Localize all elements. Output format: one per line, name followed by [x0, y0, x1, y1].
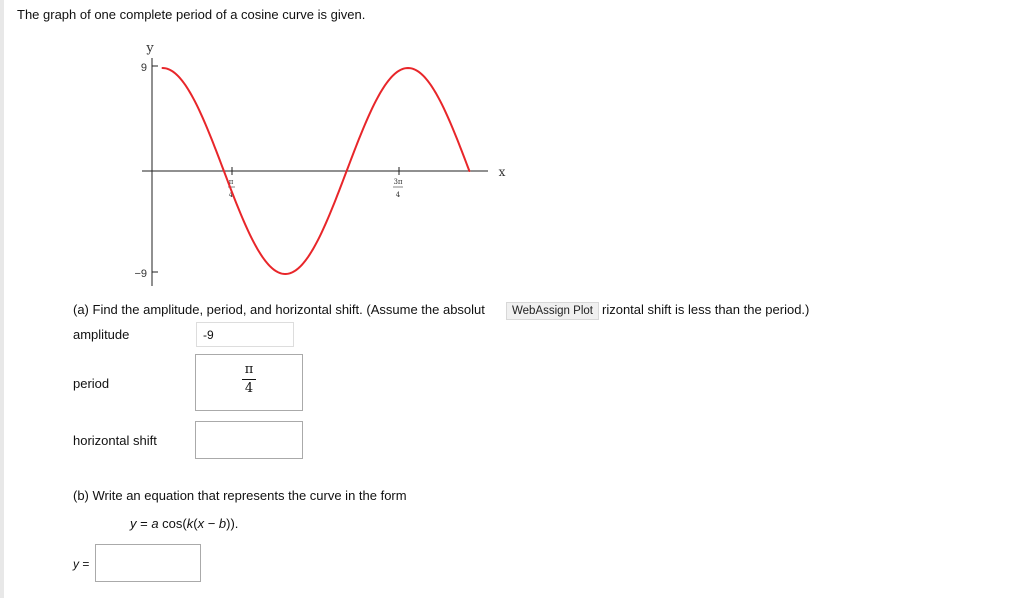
tick-denominator: 4: [228, 191, 234, 199]
webassign-plot-tooltip: WebAssign Plot: [506, 302, 599, 320]
part-a-prompt-end: [602, 302, 809, 317]
tick-numerator: π: [228, 178, 234, 186]
period-label: period: [73, 376, 110, 391]
part-a-prompt: [73, 302, 485, 317]
amplitude-label: amplitude: [73, 327, 130, 342]
part-a-prefix: (a) Find the amplitude, period, and horizontal shift. (Assume the absolut: [73, 302, 485, 317]
y-axis-label: y: [146, 41, 154, 56]
period-numerator: π: [244, 362, 254, 377]
equation-form: y = a cos(k(x − b)).: [130, 516, 239, 531]
y-tick-label-bottom: −9: [134, 268, 147, 280]
y-tick-label-top: 9: [140, 62, 147, 74]
x-tick-label-3pi-over-4: [393, 178, 403, 199]
part-a-suffix: rizontal shift is less than the period.): [602, 302, 810, 317]
horizontal-shift-label: horizontal shift: [73, 433, 157, 448]
tick-numerator: 3π: [393, 178, 403, 186]
period-denominator: 4: [244, 381, 254, 396]
question-prompt: The graph of one complete period of a cosine curve is given.: [17, 7, 366, 22]
tick-denominator: 4: [395, 191, 401, 199]
amplitude-input[interactable]: [196, 322, 294, 347]
period-input[interactable]: [195, 354, 303, 411]
x-axis-label: x: [498, 165, 506, 179]
equation-answer-input[interactable]: [95, 544, 201, 582]
period-fraction: [196, 363, 302, 396]
part-b-prompt: (b) Write an equation that represents the curve in the form: [73, 488, 407, 503]
horizontal-shift-input[interactable]: [195, 421, 303, 459]
amplitude-value: -9: [203, 328, 214, 342]
y-equals-label: y =: [73, 557, 90, 571]
